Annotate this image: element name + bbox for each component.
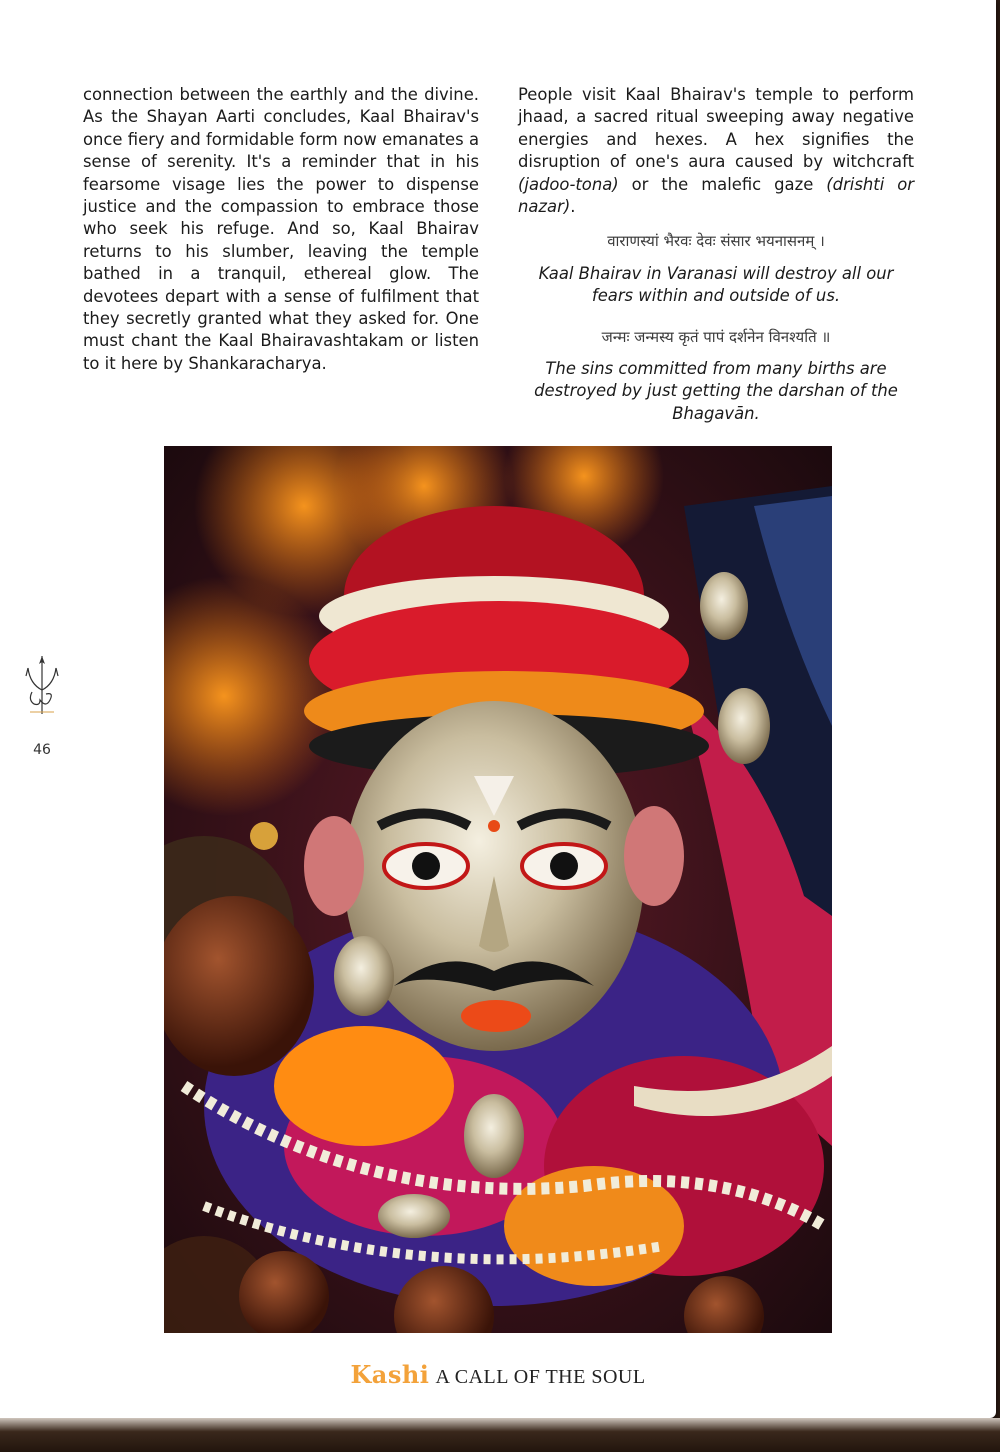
verse-1-sanskrit: वाराणस्यां भैरवः देवः संसार भयनासनम् । — [607, 232, 825, 251]
trishul-om-icon — [20, 652, 64, 732]
page-stack-edge — [0, 1418, 1000, 1452]
kaal-bhairav-photo — [164, 446, 832, 1333]
right-paragraph — [518, 84, 914, 218]
term-jadoo-tona: (jadoo-tona) — [518, 174, 619, 194]
right-paragraph-end: . — [570, 197, 576, 217]
right-paragraph-mid: or the malefic gaze — [618, 174, 827, 194]
magazine-footer — [0, 1360, 996, 1389]
footer-tagline: A CALL OF THE SOUL — [435, 1366, 646, 1388]
verse-2-sanskrit: जन्मः जन्मस्य कृतं पापं दर्शनेन विनश्यति ॥ — [601, 327, 831, 346]
term-drishti: (drishti or nazar) — [518, 174, 914, 217]
right-text-column — [518, 84, 914, 425]
verse-2-translation: The sins committed from many births are destroyed by just getting the darshan of the Bhagavān. — [534, 359, 898, 423]
footer-brand-kashi: Kashi — [350, 1360, 430, 1389]
right-paragraph-start: People visit Kaal Bhairav's temple to perform jhaad, a sacred ritual sweeping away negative energies and hexes. A hex signifies the disruption of one's aura caused by witchcraft — [518, 85, 914, 172]
left-text-column — [83, 84, 479, 375]
page-number: 46 — [33, 742, 51, 758]
left-paragraph: connection between the earthly and the divine. As the Shayan Aarti concludes, Kaal Bhairav's once fiery and formidable form now emanates a sense of serenity. It's a reminder that in his fearsome visage lies the power to dispense justice and the compassion to embrace those who seek his refuge. And so, Kaal Bhairav returns to his slumber, leaving the temple bathed in a tranquil, ethereal glow. The devotees depart with a sense of fulfilment that they secretly granted what they asked for. One must chant the Kaal Bhairavashtakam or listen to it here by Shankaracharya. — [83, 85, 479, 373]
verse-1-translation: Kaal Bhairav in Varanasi will destroy all our fears within and outside of us. — [538, 263, 894, 306]
idol-illustration — [164, 446, 832, 1333]
